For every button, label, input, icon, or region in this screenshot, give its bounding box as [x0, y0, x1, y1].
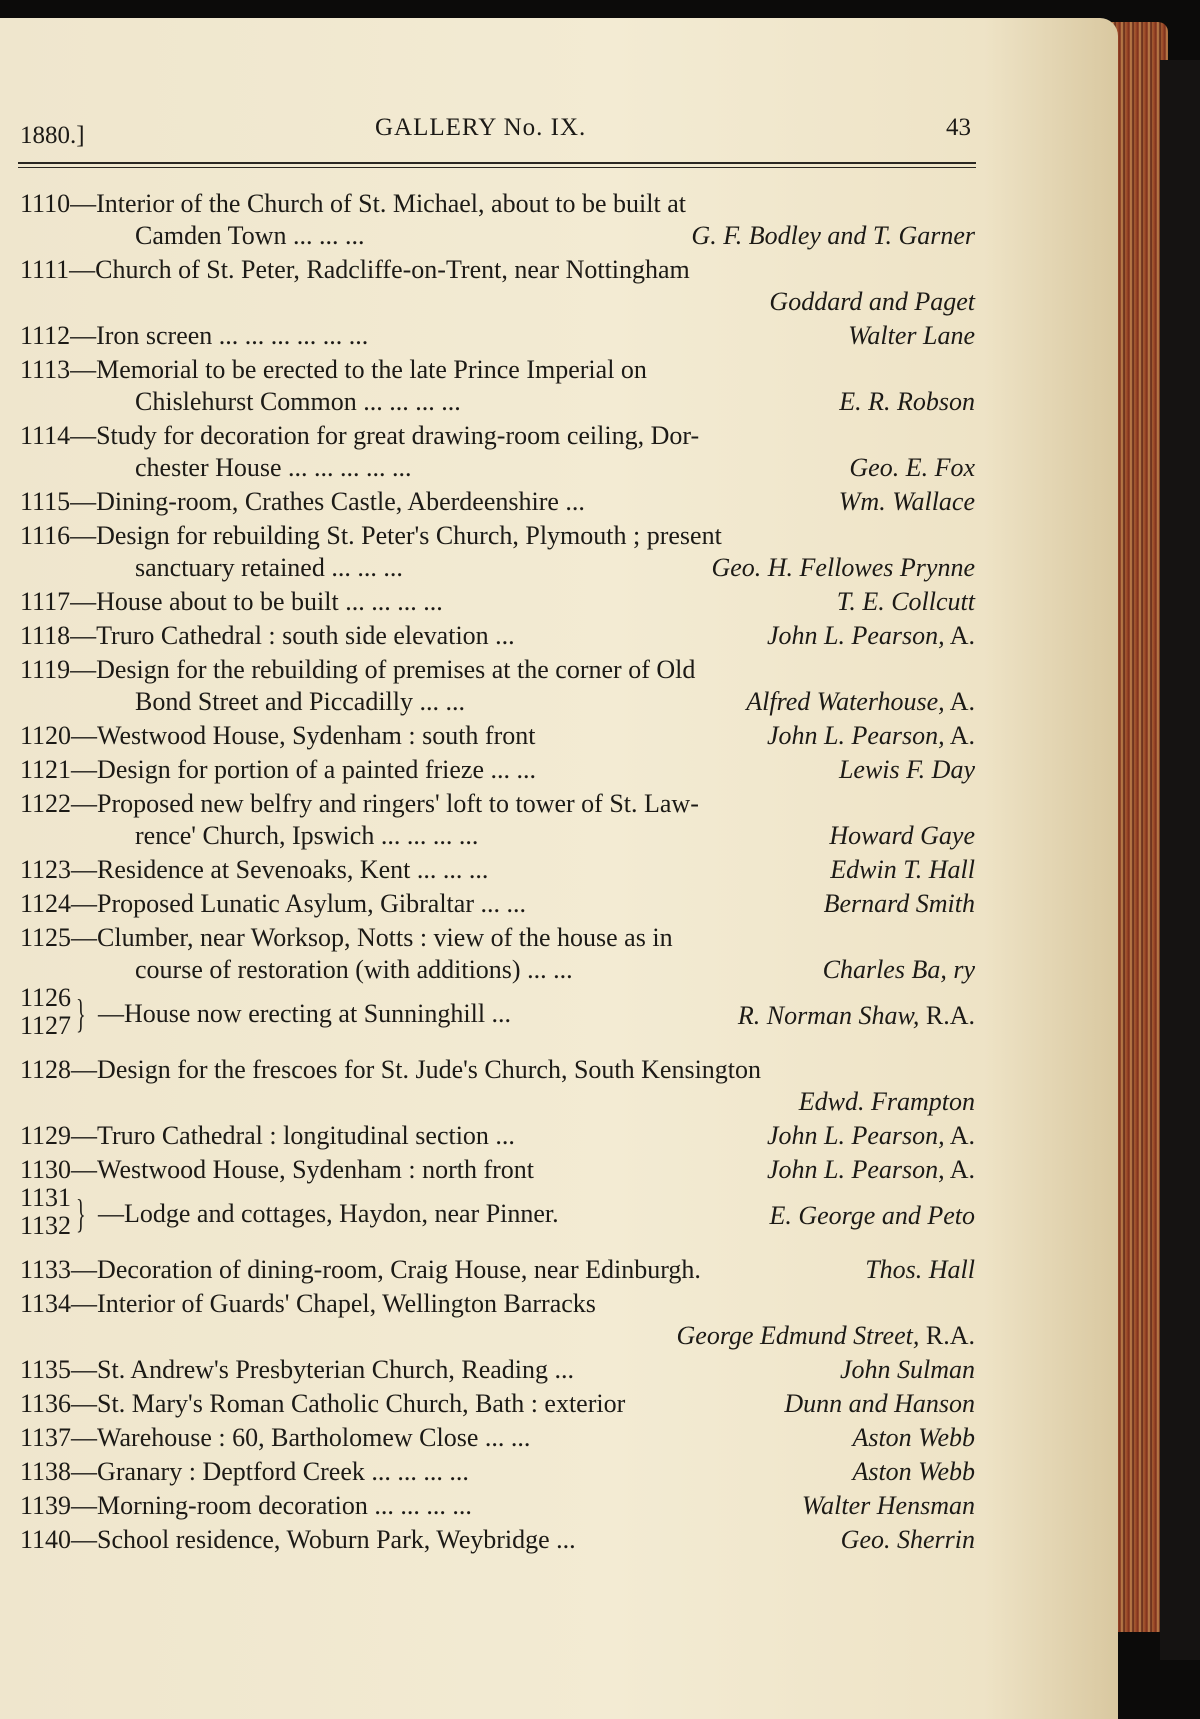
entry-number: 1137 — [20, 1423, 72, 1452]
entry-title-continued: rence' Church, Ipswich ... ... ... ... — [135, 821, 479, 850]
entry-title-continued: chester House ... ... ... ... ... — [135, 453, 412, 482]
entry-number: 1120 — [20, 721, 72, 750]
entry-line — [20, 620, 975, 652]
academy-suffix: A. — [944, 687, 975, 716]
background-edge — [1160, 60, 1200, 1660]
entry-title: —Interior of Guards' Chapel, Wellington Barracks — [71, 1289, 596, 1318]
entry-line — [20, 188, 975, 220]
catalogue-entry — [20, 188, 975, 252]
entry-number: 1138 — [20, 1457, 72, 1486]
brace-glyph: } — [76, 1191, 86, 1236]
entry-continuation — [20, 820, 975, 852]
catalogue-entry — [20, 586, 975, 618]
entry-number: 1135 — [20, 1355, 72, 1384]
catalogue-entry — [20, 420, 975, 484]
entry-title: —Proposed Lunatic Asylum, Gibraltar ... ... — [71, 889, 526, 918]
entry-title: —Interior of the Church of St. Michael, about to be built at — [70, 189, 686, 218]
entry-number: 1140 — [20, 1525, 72, 1554]
entry-number: 1136 — [20, 1389, 72, 1418]
entry-title: —Truro Cathedral : longitudinal section ... — [71, 1121, 515, 1150]
entry-line — [20, 586, 975, 618]
entry-line — [20, 1524, 975, 1556]
entry-line — [20, 420, 975, 452]
academy-suffix: R.A. — [919, 1001, 975, 1030]
architect-name: R. Norman Shaw, R.A. — [737, 1001, 975, 1030]
catalogue-entry — [20, 320, 975, 352]
catalogue-entry — [20, 1120, 975, 1152]
architect-name: John L. Pearson, A. — [766, 1121, 975, 1150]
entry-line — [20, 754, 975, 786]
architect-name: Geo. E. Fox — [849, 453, 975, 482]
bracketed-entry — [20, 1183, 975, 1252]
entry-title: —Warehouse : 60, Bartholomew Close ... ... — [71, 1423, 531, 1452]
entry-title: —St. Andrew's Presbyterian Church, Reading ... — [71, 1355, 574, 1384]
entry-line — [20, 520, 975, 552]
entry-line — [20, 1456, 975, 1488]
catalogue-entry — [20, 654, 975, 718]
entry-title: —Design for portion of a painted frieze ... ... — [71, 755, 537, 784]
header-title: GALLERY No. IX. — [375, 114, 587, 141]
entry-number: 1124 — [20, 889, 72, 918]
catalogue-entry — [20, 983, 975, 1052]
entry-line — [20, 1120, 975, 1152]
catalogue-entry — [20, 754, 975, 786]
entry-number: 1128 — [20, 1055, 72, 1084]
architect-name: Bernard Smith — [823, 889, 975, 918]
entry-title: —Design for rebuilding St. Peter's Church, Plymouth ; present — [70, 521, 722, 550]
entry-line — [20, 854, 975, 886]
catalogue-entry — [20, 922, 975, 986]
catalogue-entry — [20, 1054, 975, 1118]
catalogue-entries — [20, 188, 975, 1558]
entry-number: 1123 — [20, 855, 72, 884]
entry-title: —School residence, Woburn Park, Weybridge ... — [71, 1525, 576, 1554]
catalogue-entry — [20, 1288, 975, 1352]
entry-title: —Memorial to be erected to the late Prince Imperial on — [70, 355, 647, 384]
architect-name: John Sulman — [839, 1355, 975, 1384]
page-header — [0, 112, 1118, 152]
entry-number: 1115 — [20, 487, 71, 516]
entry-title: —Truro Cathedral : south side elevation ... — [70, 621, 515, 650]
header-page-number: 43 — [946, 114, 971, 141]
architect-name: Thos. Hall — [865, 1255, 975, 1284]
entry-number: 1125 — [20, 923, 72, 952]
entry-number: 1122 — [20, 789, 72, 818]
entry-continuation — [20, 954, 975, 986]
entry-title: —St. Mary's Roman Catholic Church, Bath : exterior — [71, 1389, 626, 1418]
catalogue-entry — [20, 486, 975, 518]
architect-name: Lewis F. Day — [838, 755, 975, 784]
architect-name: Goddard and Paget — [769, 287, 975, 316]
architect-name: Charles Ba, ry — [822, 955, 975, 984]
entry-line — [20, 1354, 975, 1386]
bracketed-entry — [20, 983, 975, 1052]
catalogue-entry — [20, 1456, 975, 1488]
entry-title: —Morning-room decoration ... ... ... ... — [71, 1491, 472, 1520]
academy-suffix: A. — [944, 621, 975, 650]
catalogue-entry — [20, 888, 975, 920]
entry-line — [20, 654, 975, 686]
entry-number: 1111 — [20, 255, 70, 284]
entry-title: —Westwood House, Sydenham : south front — [71, 721, 536, 750]
entry-title: —Lodge and cottages, Haydon, near Pinner. — [98, 1199, 559, 1228]
entry-line — [20, 1254, 975, 1286]
architect-name: Edwd. Frampton — [798, 1087, 975, 1116]
catalogue-entry — [20, 1154, 975, 1186]
entry-number: 1119 — [20, 655, 71, 684]
catalogue-entry — [20, 520, 975, 584]
entry-title: —Westwood House, Sydenham : north front — [71, 1155, 535, 1184]
entry-number: 1129 — [20, 1121, 72, 1150]
entry-title: —Decoration of dining-room, Craig House, near Edinburgh. — [71, 1255, 701, 1284]
architect-name: G. F. Bodley and T. Garner — [691, 221, 975, 250]
catalogue-entry — [20, 1254, 975, 1286]
entry-continuation — [20, 1320, 975, 1352]
header-rule — [18, 162, 976, 164]
academy-suffix: A. — [944, 721, 975, 750]
architect-name: Dunn and Hanson — [784, 1389, 975, 1418]
entry-continuation — [20, 452, 975, 484]
entry-line — [20, 720, 975, 752]
architect-name: Alfred Waterhouse, A. — [746, 687, 975, 716]
architect-name: John L. Pearson, A. — [766, 621, 975, 650]
entry-number: 1113 — [20, 355, 71, 384]
catalogue-entry — [20, 1183, 975, 1252]
entry-number: 1126 — [20, 983, 72, 1012]
entry-line — [20, 922, 975, 954]
catalogue-entry — [20, 254, 975, 318]
architect-name: Wm. Wallace — [838, 487, 975, 516]
entry-title: —Iron screen ... ... ... ... ... ... — [70, 321, 369, 350]
entry-line — [20, 254, 975, 286]
entry-title-continued: course of restoration (with additions) ... ... — [135, 955, 573, 984]
entry-number: 1130 — [20, 1155, 72, 1184]
entry-title-continued: sanctuary retained ... ... ... — [135, 553, 403, 582]
catalogue-entry — [20, 620, 975, 652]
entry-number: 1131 — [20, 1183, 72, 1212]
entry-title: —Church of St. Peter, Radcliffe-on-Trent, near Nottingham — [69, 255, 690, 284]
entry-continuation — [20, 286, 975, 318]
architect-name: John L. Pearson, A. — [766, 721, 975, 750]
architect-name: George Edmund Street, R.A. — [676, 1321, 975, 1350]
catalogue-entry — [20, 1354, 975, 1386]
academy-suffix: A. — [944, 1155, 975, 1184]
entry-title: —House now erecting at Sunninghill ... — [98, 999, 512, 1028]
entry-title-continued: Bond Street and Piccadilly ... ... — [135, 687, 466, 716]
entry-line — [20, 1388, 975, 1420]
entry-number: 1139 — [20, 1491, 72, 1520]
catalogue-entry — [20, 1490, 975, 1522]
entry-title: —Design for the frescoes for St. Jude's Church, South Kensington — [71, 1055, 762, 1084]
architect-name: Howard Gaye — [829, 821, 975, 850]
academy-suffix: A. — [944, 1121, 975, 1150]
entry-number: 1116 — [20, 521, 71, 550]
entry-title: —Granary : Deptford Creek ... ... ... ... — [71, 1457, 469, 1486]
entry-title: —Residence at Sevenoaks, Kent ... ... ... — [71, 855, 489, 884]
entry-number: 1127 — [20, 1011, 72, 1040]
entry-line — [20, 1154, 975, 1186]
entry-number: 1110 — [20, 189, 71, 218]
entry-number: 1118 — [20, 621, 71, 650]
catalogue-entry — [20, 788, 975, 852]
entry-continuation — [20, 386, 975, 418]
entry-number: 1133 — [20, 1255, 72, 1284]
entry-line — [20, 888, 975, 920]
entry-line — [20, 354, 975, 386]
header-rule-thin — [18, 167, 976, 168]
entry-title: —Clumber, near Worksop, Notts : view of the house as in — [71, 923, 673, 952]
entry-line — [20, 788, 975, 820]
entry-number: 1117 — [20, 587, 71, 616]
architect-name: Geo. Sherrin — [840, 1525, 975, 1554]
entry-title: —Proposed new belfry and ringers' loft to tower of St. Law- — [71, 789, 699, 818]
entry-title: —House about to be built ... ... ... ... — [70, 587, 443, 616]
entry-number: 1132 — [20, 1211, 72, 1240]
architect-name: Edwin T. Hall — [830, 855, 975, 884]
header-year: 1880.] — [20, 122, 85, 149]
architect-name: Aston Webb — [852, 1423, 975, 1452]
entry-continuation — [20, 1086, 975, 1118]
entry-title: —Study for decoration for great drawing-room ceiling, Dor- — [70, 421, 700, 450]
entry-continuation — [20, 686, 975, 718]
entry-line — [20, 1422, 975, 1454]
entry-continuation — [20, 552, 975, 584]
entry-continuation — [20, 220, 975, 252]
catalogue-entry — [20, 1388, 975, 1420]
architect-name: E. George and Peto — [769, 1201, 975, 1230]
entry-title: —Dining-room, Crathes Castle, Aberdeenshire ... — [70, 487, 585, 516]
entry-title-continued: Chislehurst Common ... ... ... ... — [135, 387, 461, 416]
architect-name: T. E. Collcutt — [836, 587, 975, 616]
entry-line — [20, 320, 975, 352]
entry-number: 1114 — [20, 421, 71, 450]
catalogue-entry — [20, 354, 975, 418]
entry-line — [20, 486, 975, 518]
catalogue-entry — [20, 720, 975, 752]
architect-name: E. R. Robson — [839, 387, 975, 416]
academy-suffix: R.A. — [919, 1321, 975, 1350]
architect-name: Walter Hensman — [801, 1491, 975, 1520]
entry-number: 1134 — [20, 1289, 72, 1318]
architect-name: Aston Webb — [852, 1457, 975, 1486]
catalogue-entry — [20, 854, 975, 886]
brace-glyph: } — [76, 991, 86, 1036]
entry-line — [20, 1054, 975, 1086]
catalogue-entry — [20, 1524, 975, 1556]
entry-title: —Design for the rebuilding of premises at the corner of Old — [70, 655, 696, 684]
architect-name: Walter Lane — [848, 321, 975, 350]
entry-line — [20, 1490, 975, 1522]
architect-name: John L. Pearson, A. — [766, 1155, 975, 1184]
entry-number: 1112 — [20, 321, 71, 350]
entry-line — [20, 1288, 975, 1320]
entry-title-continued: Camden Town ... ... ... — [135, 221, 365, 250]
architect-name: Geo. H. Fellowes Prynne — [711, 553, 975, 582]
catalogue-entry — [20, 1422, 975, 1454]
entry-number: 1121 — [20, 755, 72, 784]
